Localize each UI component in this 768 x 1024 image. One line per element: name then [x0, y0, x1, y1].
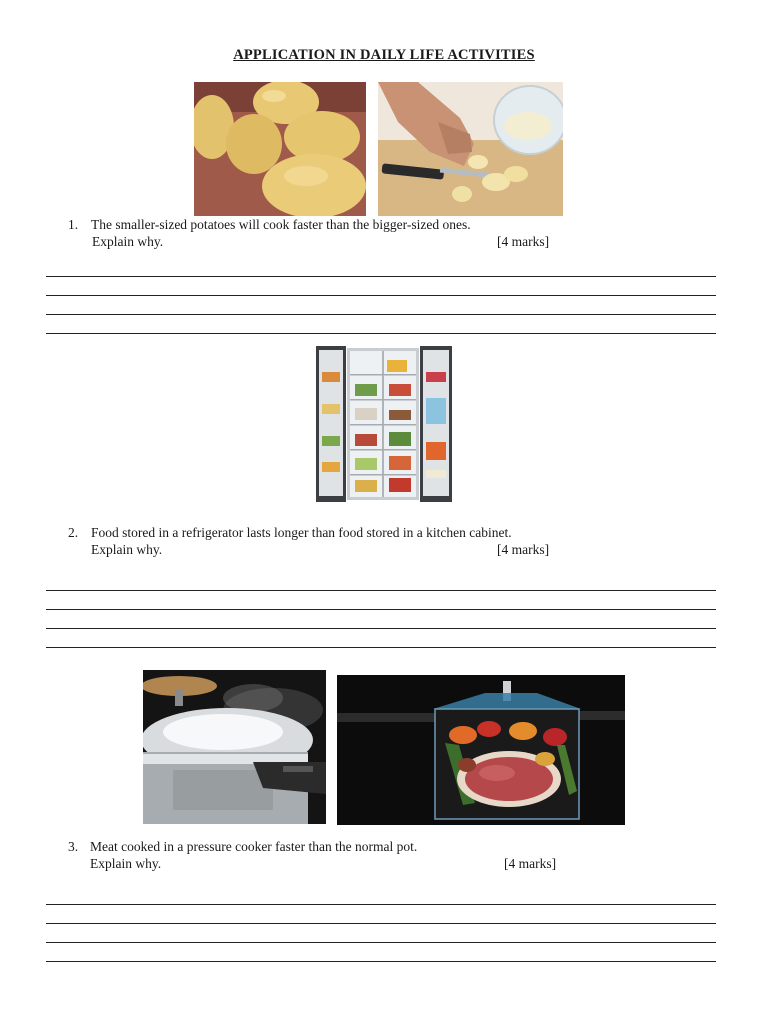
answer-line[interactable] — [46, 628, 716, 629]
question-number: 3. — [68, 839, 79, 854]
answer-line[interactable] — [46, 314, 716, 315]
question-text: Meat cooked in a pressure cooker faster than the normal pot. — [90, 839, 418, 854]
question-3 — [68, 838, 568, 874]
answer-line[interactable] — [46, 647, 716, 648]
question-prompt: Explain why. — [91, 542, 163, 557]
answer-line[interactable] — [46, 942, 716, 943]
answer-line[interactable] — [46, 609, 716, 610]
answer-line[interactable] — [46, 904, 716, 905]
answer-line[interactable] — [46, 276, 716, 277]
marks-label: [4 marks] — [497, 234, 550, 249]
answer-line[interactable] — [46, 295, 716, 296]
answer-line[interactable] — [46, 961, 716, 962]
refrigerator-photo — [313, 344, 455, 506]
answer-line[interactable] — [46, 923, 716, 924]
question-prompt: Explain why. — [90, 856, 162, 871]
marks-label: [4 marks] — [504, 856, 557, 871]
pressure-cooker-photo — [143, 670, 326, 824]
question-text: The smaller-sized potatoes will cook faster than the bigger-sized ones. — [91, 217, 471, 232]
pressure-cooker-cutaway-photo — [337, 675, 625, 825]
page-title: APPLICATION IN DAILY LIFE ACTIVITIES — [233, 47, 535, 63]
answer-line[interactable] — [46, 333, 716, 334]
cutting-potatoes-photo — [378, 82, 563, 216]
question-prompt: Explain why. — [92, 234, 164, 249]
question-2 — [68, 524, 568, 560]
question-number: 2. — [68, 525, 79, 540]
question-1 — [68, 216, 568, 252]
question-text: Food stored in a refrigerator lasts longer than food stored in a kitchen cabinet. — [91, 525, 512, 540]
answer-line[interactable] — [46, 590, 716, 591]
question-number: 1. — [68, 217, 79, 232]
peeled-potatoes-photo — [194, 82, 366, 216]
marks-label: [4 marks] — [497, 542, 550, 557]
